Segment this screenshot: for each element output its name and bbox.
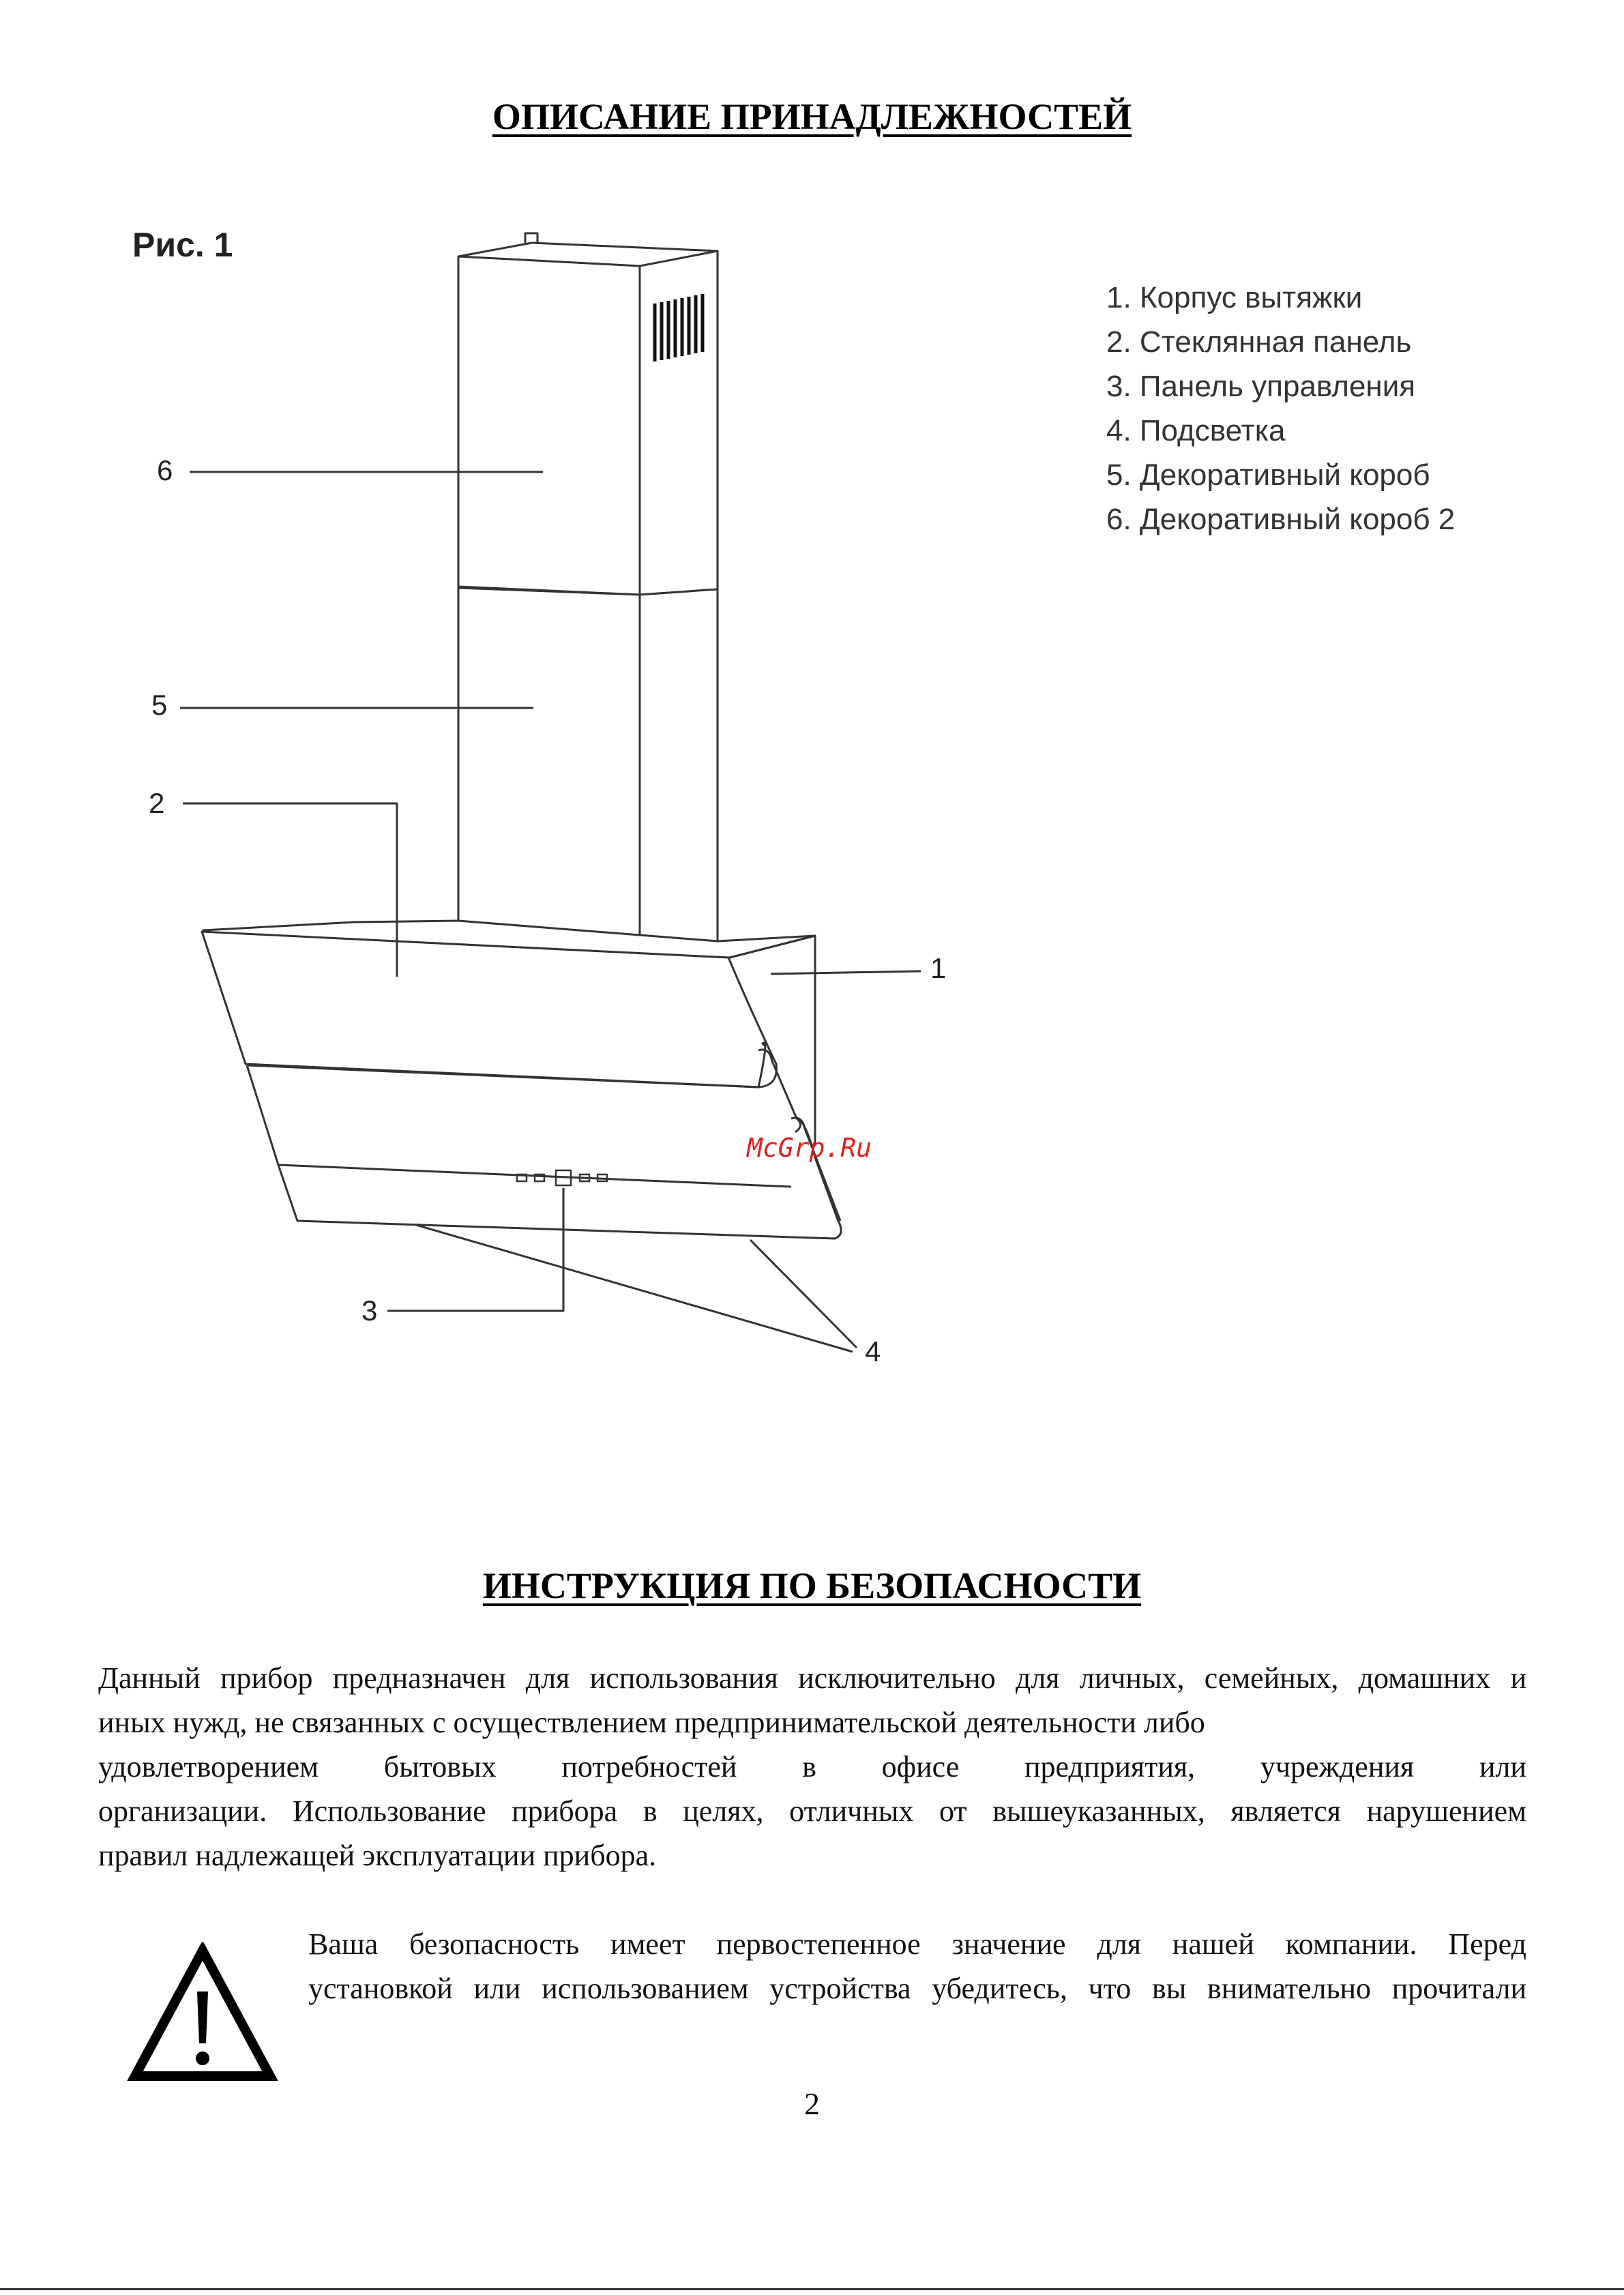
page-number: 2 [804, 2086, 820, 2121]
figure-caption: Рис. 1 [132, 226, 233, 264]
callout-4: 4 [865, 1335, 881, 1367]
legend-item: 6. Декоративный короб 2 [1106, 503, 1456, 536]
paragraph-line [98, 1745, 1526, 1789]
accessories-heading: ОПИСАНИЕ ПРИНАДЛЕЖНОСТЕЙ [492, 96, 1132, 137]
usage-paragraph [98, 1656, 1526, 1878]
callout-3: 3 [361, 1294, 378, 1327]
safety-paragraph [308, 1922, 1526, 2011]
paragraph-word: предприятия, [1024, 1750, 1196, 1783]
paragraph-word: удовлетворением [98, 1750, 319, 1783]
paragraph-word: бытовых [383, 1750, 497, 1783]
legend-item: 5. Декоративный короб [1106, 458, 1430, 492]
paragraph-line: Данный прибор предназначен для использования исключительно для личных, семейных, домашних и [98, 1661, 1526, 1695]
decorative-box-2-drawing [458, 233, 718, 595]
legend-item: 4. Подсветка [1106, 414, 1286, 447]
callout-6: 6 [157, 454, 173, 486]
decorative-box-drawing [458, 588, 718, 948]
paragraph-word: потребностей [561, 1750, 737, 1783]
parts-legend [1106, 276, 1455, 542]
paragraph-line: Ваша безопасность имеет первостепенное значение для нашей компании. Перед [308, 1927, 1526, 1961]
paragraph-word: в [802, 1750, 816, 1783]
watermark-text: McGrp.Ru [747, 1133, 872, 1163]
bottom-rule [0, 2288, 1624, 2290]
legend-item: 1. Корпус вытяжки [1106, 281, 1363, 314]
paragraph-line: установкой или использованием устройства убедитесь, что вы внимательно прочитали [308, 1972, 1526, 2005]
callout-1: 1 [930, 952, 947, 984]
paragraph-word: офисе [881, 1750, 960, 1783]
callout-5: 5 [151, 689, 168, 721]
glass-panel-drawing [202, 932, 841, 1239]
safety-heading: ИНСТРУКЦИЯ ПО БЕЗОПАСНОСТИ [482, 1565, 1142, 1606]
paragraph-word: учреждения [1260, 1750, 1415, 1783]
warning-icon [127, 1942, 278, 2083]
paragraph-line: организации. Использование прибора в целях, отличных от вышеуказанных, является нарушением [98, 1794, 1526, 1828]
paragraph-line: иных нужд, не связанных с осуществлением предпринимательской деятельности либо [98, 1706, 1205, 1739]
paragraph-line: правил надлежащей эксплуатации прибора. [98, 1839, 657, 1872]
legend-item: 2. Стеклянная панель [1106, 325, 1412, 359]
legend-item: 3. Панель управления [1106, 370, 1416, 403]
paragraph-word: или [1479, 1750, 1526, 1783]
callout-2: 2 [149, 787, 165, 819]
